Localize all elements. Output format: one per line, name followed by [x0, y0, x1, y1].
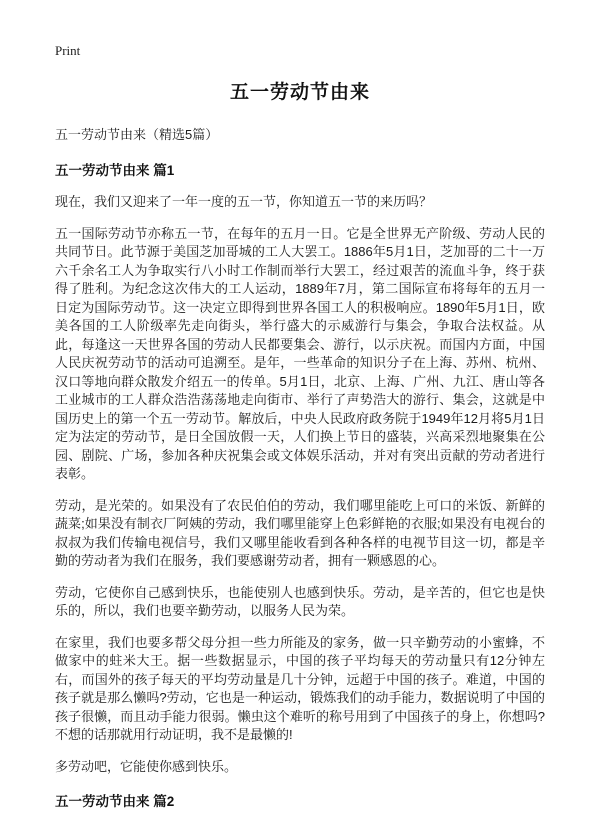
paragraph: 现在，我们又迎来了一年一度的五一节，你知道五一节的来历吗？ [55, 194, 433, 209]
section-heading-1: 五一劳动节由来 篇1 [55, 163, 175, 178]
paragraph: 五一国际劳动节亦称五一节，在每年的五月一日。它是全世界无产阶级、劳动人民的共同节日。此节源于美国芝加哥城的工人大罢工。1886年5月1日，芝加哥的二十一万六千余名工人为争取实行八小时工作制而举行大罢工，经过艰苦的流血斗争，终于获得了胜利。为纪念这次伟大的工人运动，1889年7月，第二国际宣布将每年的五月一日定为国际劳动节。这一决定立即得到世界各国工人的积极响应。1890年5月1日，欧美各国的工人阶级率先走向街头，举行盛大的示威游行与集会，争取合法权益。从此，每逢这一天世界各国的劳动人民都要集会、游行，以示庆祝。而国内方面，中国人民庆祝劳动节的活动可追溯至。是年，一些革命的知识分子在上海、苏州、杭州、汉口等地向群众散发介绍五一的传单。5月1日，北京、上海、广州、九江、唐山等各工业城市的工人群众浩浩荡荡地走向街市、举行了声势浩大的游行、集会，这就是中国历史上的第一个五一劳动节。解放后，中央人民政府政务院于1949年12月将5月1日定为法定的劳动节，是日全国放假一天，人们换上节日的盛装，兴高采烈地聚集在公园、剧院、广场，参加各种庆祝集会或文体娱乐活动，并对有突出贡献的劳动者进行表彰。 [55, 225, 545, 481]
doc-subtitle: 五一劳动节由来（精选5篇） [55, 127, 219, 142]
paragraph: 在家里，我们也要多帮父母分担一些力所能及的家务，做一只辛勤劳动的小蜜蜂，不做家中的蛀米大王。据一些数据显示，中国的孩子平均每天的劳动量只有12分钟左右，而国外的孩子每天的平均劳动量是几十分钟，远超于中国的孩子。难道，中国的孩子就是那么懒吗?劳动，它也是一种运动，锻炼我们的动手能力，数据说明了中国的孩子很懒，而且动手能力很弱。懒虫这个难听的称号用到了中国孩子的身上，你想吗?不想的话那就用行动证明，我不是最懒的! [55, 634, 545, 742]
paragraph: 劳动，是光荣的。如果没有了农民伯伯的劳动，我们哪里能吃上可口的米饭、新鲜的蔬菜;如果没有制衣厂阿姨的劳动，我们哪里能穿上色彩鲜艳的衣服;如果没有电视台的叔叔为我们传输电视信号，我们又哪里能收看到各种各样的电视节目这一切，都是辛勤的劳动者为我们在服务，我们要感谢劳动者，拥有一颗感恩的心。 [55, 497, 545, 568]
paragraph: 劳动，它使你自己感到快乐，也能使别人也感到快乐。劳动，是辛苦的，但它也是快乐的，所以，我们也要辛勤劳动，以服务人民为荣。 [55, 584, 545, 618]
paragraph: 多劳动吧，它能使你感到快乐。 [55, 758, 238, 774]
section-heading-2: 五一劳动节由来 篇2 [55, 794, 175, 809]
page-title: 五一劳动节由来 [229, 82, 370, 103]
print-link[interactable]: Print [55, 43, 81, 58]
